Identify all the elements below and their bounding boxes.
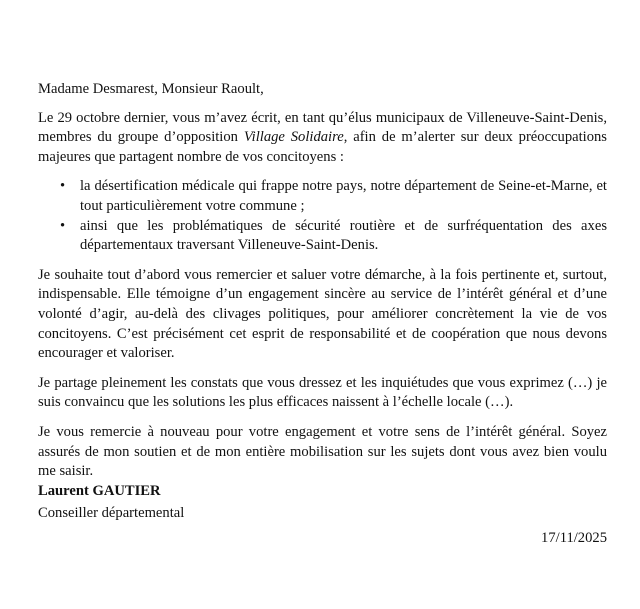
bullet-icon: •: [60, 178, 66, 195]
intro-paragraph: [38, 109, 607, 168]
list-item: [38, 217, 607, 256]
list-item-text: la désertification médicale qui frappe notre pays, notre département de Seine-et-Marne, et tout particulièrement votre commune ;: [80, 178, 607, 214]
intro-text-end: , afin de m’alerter sur deux préoccupations majeures que partagent nombre de vos concitoyens :: [38, 129, 607, 165]
intro-text-start: Le 29 octobre dernier, vous m’avez écrit, en tant qu’élus municipaux de Villeneuve-Saint-Denis, membres du groupe d’opposition: [38, 109, 607, 146]
letter-body: [38, 80, 607, 492]
signature-block: [38, 480, 184, 524]
signer-title: Conseiller départemental: [38, 505, 185, 521]
concerns-list: [38, 177, 607, 255]
group-name: Village Solidaire: [243, 129, 344, 146]
paragraph-closing: Je vous remercie à nouveau pour votre engagement et votre sens de l’intérêt général. Soyez assurés de mon soutien et de mon entière mobilisation sur les sujets dont vous avez bien voulu me saisir.: [38, 423, 607, 480]
list-item: [38, 177, 607, 216]
paragraph-thanks: Je souhaite tout d’abord vous remercier et saluer votre démarche, à la fois pertinente et, surtout, indispensable. Elle témoigne d’un engagement sincère au service de l’intérêt général et d’une volonté d’agir, au-delà des clivages politiques, pour améliorer concrètement la vie de vos concitoyens. C’est précisément cet esprit de responsabilité et de coopération que nous devons encourager et valoriser.: [38, 266, 607, 362]
bullet-icon: •: [60, 217, 66, 234]
signer-name: Laurent GAUTIER: [38, 483, 161, 499]
salutation: Madame Desmarest, Monsieur Raoult,: [38, 81, 264, 97]
letter-date: 17/11/2025: [541, 530, 607, 546]
list-item-text: ainsi que les problématiques de sécurité routière et de surfréquentation des axes départementaux traversant Villeneuve-Saint-Denis.: [80, 217, 607, 254]
paragraph-agreement: Je partage pleinement les constats que vous dressez et les inquiétudes que vous exprimez (…) je suis convaincu que les solutions les plus efficaces naissent à l’échelle locale (…).: [38, 374, 607, 411]
